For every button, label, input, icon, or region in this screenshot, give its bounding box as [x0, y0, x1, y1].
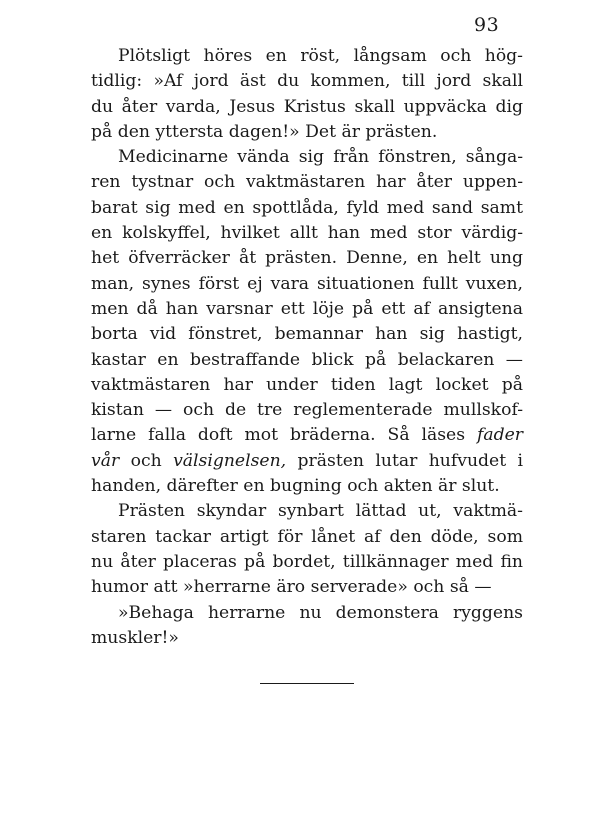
text-line-mixed — [91, 449, 523, 474]
text-line-mixed — [91, 423, 523, 448]
text-line: borta vid fönstret, bemannar han sig hastigt, — [91, 324, 523, 345]
text-line: kastar en bestraffande blick på belackaren — — [91, 349, 523, 370]
text-line: vaktmästaren har under tiden lagt locket på — [91, 374, 523, 395]
paragraph-4 — [91, 601, 523, 652]
text-line: Medicinarne vända sig från fönstren, sånga- — [118, 147, 523, 168]
text-line: »Behaga herrarne nu demonstera ryggens — [118, 602, 523, 623]
paragraph-2 — [91, 145, 523, 499]
text-line: het öfverräcker åt prästen. Denne, en helt ung — [91, 248, 523, 269]
text-line: handen, därefter en bugning och akten är slut. — [91, 476, 500, 497]
text-line: humor att »herrarne äro serverade» och så — — [91, 577, 492, 598]
text-line: på den yttersta dagen!» Det är prästen. — [91, 121, 438, 142]
italic-term: välsignelsen, — [173, 450, 287, 471]
paragraph-1 — [91, 44, 523, 145]
text-segment: prästen lutar hufvudet i — [297, 450, 524, 471]
text-line: staren tackar artigt för lånet af den döde, som — [91, 526, 523, 547]
text-line: men då han varsnar ett löje på ett af ansigtena — [91, 298, 523, 319]
text-segment: och — [130, 450, 162, 471]
text-line: muskler!» — [91, 627, 179, 648]
body-text — [91, 44, 523, 651]
text-segment: larne falla doft mot bräderna. Så läses — [91, 425, 466, 446]
text-line: en kolskyffel, hvilket allt han med stor värdig- — [91, 223, 523, 244]
italic-term: fader — [477, 425, 523, 446]
text-line: Plötsligt höres en röst, långsam och hög- — [118, 46, 523, 66]
italic-term: vår — [91, 450, 120, 471]
text-line: du åter varda, Jesus Kristus skall uppväcka dig — [91, 96, 523, 117]
section-divider — [260, 683, 354, 684]
text-line: kistan — och de tre reglementerade mullskof- — [91, 400, 523, 421]
text-line: man, synes först ej vara situationen fullt vuxen, — [91, 273, 523, 294]
page-number: 93 — [474, 14, 500, 36]
paragraph-3 — [91, 499, 523, 600]
text-line: ren tystnar och vaktmästaren har åter uppen- — [91, 172, 523, 193]
text-line: tidlig: »Af jord äst du kommen, till jord skall — [91, 71, 523, 92]
text-line: barat sig med en spottlåda, fyld med sand samt — [91, 197, 523, 218]
text-line: nu åter placeras på bordet, tillkännager med fin — [91, 551, 523, 572]
text-line: Prästen skyndar synbart lättad ut, vaktmä- — [118, 501, 523, 522]
